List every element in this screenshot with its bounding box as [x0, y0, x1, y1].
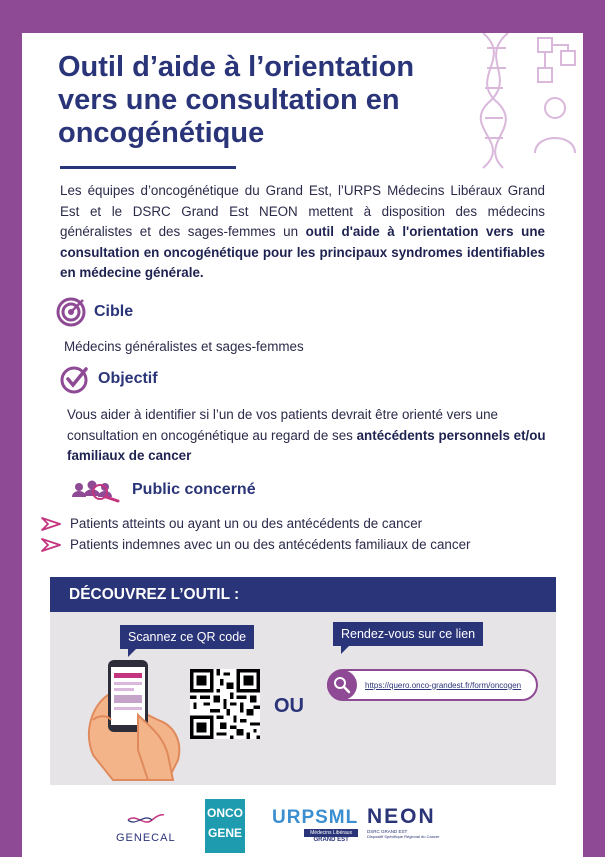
check-circle-icon — [60, 364, 90, 394]
list-item — [40, 513, 560, 534]
intro-bold-text: outil d'aide à l'orientation vers une consultation en oncogénétique pour les principaux syndromes identifiables en médecine générale. — [60, 224, 545, 280]
urpsml-subtitle: Médecins Libéraux — [304, 829, 358, 837]
page-title: Outil d’aide à l’orientation vers une consultation en oncogénétique — [58, 51, 415, 149]
tool-url[interactable]: https://quero.onco-grandest.fr/form/oncogen — [365, 680, 522, 690]
objectif-heading-label: Objectif — [98, 370, 158, 387]
poster-card — [22, 33, 583, 857]
title-divider — [60, 166, 236, 169]
objectif-bold-text: antécédents personnels et/ou familiaux de cancer — [67, 427, 546, 463]
list-item — [40, 534, 560, 555]
discover-heading: DÉCOUVREZ L’OUTIL : — [50, 577, 556, 612]
neon-description: Dispositif Spécifique Régional du Cancer — [367, 834, 440, 839]
genecal-label: GENECAL — [116, 832, 176, 844]
qr-code-icon — [190, 669, 260, 739]
neon-logo — [367, 805, 439, 839]
oncogene-logo — [205, 799, 245, 853]
intro-text: Les équipes d’oncogénétique du Grand Est, l’URPS Médecins Libéraux Grand Est et le DSRC Grand Est NEON mettent à disposition des médecins généralistes et des sages-femmes un — [60, 183, 545, 239]
neon-label: NEON — [367, 805, 436, 828]
people-search-icon — [70, 477, 124, 503]
cible-heading-label: Cible — [94, 303, 134, 320]
target-icon — [56, 297, 86, 327]
urpsml-label: URPSML — [272, 807, 359, 828]
oncogene-label-2: GENE — [207, 826, 242, 840]
link-callout: Rendez-vous sur ce lien — [333, 622, 483, 646]
or-label: OU — [274, 695, 304, 717]
tool-link[interactable] — [327, 669, 538, 701]
oncogene-label-1: ONCO — [207, 806, 243, 820]
search-icon — [327, 670, 357, 700]
section-objectif-heading — [60, 364, 158, 394]
genecal-logo — [116, 813, 176, 844]
objectif-text: Vous aider à identifier si l’un de vos patients devrait être orienté vers une consultation en oncogénétique au regard de ses — [67, 407, 498, 443]
neon-subtitle: DSRC GRAND EST — [367, 829, 408, 834]
discover-panel — [50, 577, 556, 785]
list-item-text: Patients indemnes avec un ou des antécédents familiaux de cancer — [70, 537, 471, 552]
dna-decoration-icon — [473, 33, 583, 173]
urpsml-region: GRAND EST — [313, 837, 349, 843]
partner-logos — [22, 799, 583, 855]
objectif-paragraph — [67, 405, 547, 467]
section-cible-heading — [56, 297, 133, 327]
chevron-right-icon — [40, 517, 70, 531]
cible-text: Médecins généralistes et sages-femmes — [64, 339, 304, 354]
phone-hand-icon — [78, 655, 208, 785]
public-list — [40, 513, 560, 555]
intro-paragraph — [60, 181, 545, 284]
chevron-right-icon — [40, 538, 70, 552]
list-item-text: Patients atteints ou ayant un ou des antécédents de cancer — [70, 516, 423, 531]
qr-code-callout: Scannez ce QR code — [120, 625, 254, 649]
urpsml-logo — [272, 807, 358, 843]
public-heading-label: Public concerné — [132, 481, 256, 498]
dna-strand-icon — [126, 813, 166, 827]
section-public-heading — [70, 477, 256, 503]
